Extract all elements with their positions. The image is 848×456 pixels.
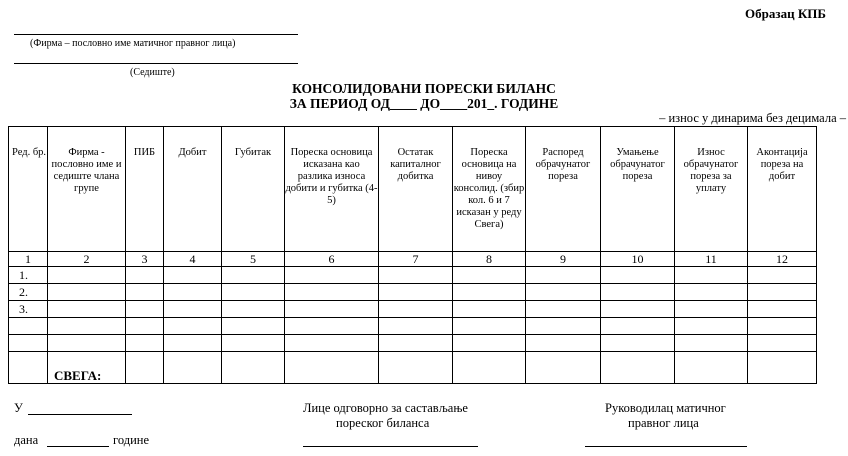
column-number: 5 bbox=[222, 252, 285, 267]
table-cell[interactable] bbox=[126, 284, 164, 301]
table-cell[interactable] bbox=[222, 267, 285, 284]
header-cell: Распоред обрачунатог пореза bbox=[526, 127, 601, 252]
column-number: 1 bbox=[9, 252, 48, 267]
table-cell[interactable] bbox=[526, 267, 601, 284]
table-cell[interactable] bbox=[601, 352, 675, 384]
table-cell[interactable] bbox=[126, 301, 164, 318]
seat-caption: (Седиште) bbox=[130, 67, 175, 78]
date-line[interactable] bbox=[47, 446, 109, 447]
responsible-person-label-2: пореског биланса bbox=[336, 416, 430, 430]
table-cell[interactable] bbox=[601, 318, 675, 335]
column-number: 11 bbox=[675, 252, 748, 267]
table-row bbox=[9, 284, 817, 301]
table-cell[interactable] bbox=[222, 284, 285, 301]
table-cell[interactable] bbox=[48, 284, 126, 301]
header-cell: Остатак капиталног добитка bbox=[379, 127, 453, 252]
seat-line bbox=[14, 63, 298, 64]
column-number: 6 bbox=[285, 252, 379, 267]
header-cell: Губитак bbox=[222, 127, 285, 252]
form-code: Образац КПБ bbox=[745, 6, 826, 21]
table-cell[interactable] bbox=[222, 301, 285, 318]
table-row bbox=[9, 267, 817, 284]
table-cell[interactable] bbox=[48, 301, 126, 318]
row-number: 2. bbox=[9, 284, 48, 301]
date-label: дана bbox=[14, 433, 39, 447]
column-number: 2 bbox=[48, 252, 126, 267]
company-caption: (Фирма – пословно име матичног правног лица) bbox=[30, 38, 236, 49]
table-cell[interactable] bbox=[601, 284, 675, 301]
year-label: године bbox=[113, 433, 149, 447]
column-number: 4 bbox=[164, 252, 222, 267]
responsible-signature-line[interactable] bbox=[303, 446, 478, 447]
header-cell: Умањење обрачунатог пореза bbox=[601, 127, 675, 252]
table-cell[interactable] bbox=[285, 335, 379, 352]
table-cell[interactable] bbox=[748, 284, 817, 301]
table-row bbox=[9, 318, 817, 335]
table-cell[interactable] bbox=[453, 267, 526, 284]
table-cell[interactable] bbox=[48, 318, 126, 335]
table-cell[interactable] bbox=[285, 284, 379, 301]
table-cell[interactable] bbox=[526, 335, 601, 352]
table-cell[interactable] bbox=[748, 352, 817, 384]
table-cell[interactable] bbox=[675, 267, 748, 284]
table-cell[interactable] bbox=[48, 335, 126, 352]
table-cell[interactable] bbox=[285, 301, 379, 318]
header-cell: ПИБ bbox=[126, 127, 164, 252]
table-cell[interactable] bbox=[222, 335, 285, 352]
column-number: 9 bbox=[526, 252, 601, 267]
table-row bbox=[9, 335, 817, 352]
table-cell[interactable] bbox=[748, 301, 817, 318]
table-cell[interactable] bbox=[526, 301, 601, 318]
table-cell[interactable] bbox=[675, 318, 748, 335]
table-cell[interactable] bbox=[126, 335, 164, 352]
place-label: У bbox=[14, 401, 23, 415]
row-number: 1. bbox=[9, 267, 48, 284]
row-number bbox=[9, 318, 48, 335]
table-cell[interactable] bbox=[48, 267, 126, 284]
table-cell[interactable] bbox=[601, 335, 675, 352]
company-name-line bbox=[14, 34, 298, 35]
header-cell: Пореска основица исказана као разлика износа добити и губитка (4-5) bbox=[285, 127, 379, 252]
table-cell[interactable] bbox=[379, 335, 453, 352]
table-cell[interactable] bbox=[164, 335, 222, 352]
table-cell[interactable] bbox=[379, 301, 453, 318]
table-cell[interactable] bbox=[379, 284, 453, 301]
total-label: СВЕГА: bbox=[48, 352, 126, 384]
table-cell[interactable] bbox=[453, 301, 526, 318]
column-number-row bbox=[9, 252, 817, 267]
title-line-2: ЗА ПЕРИОД ОД____ ДО____201_. ГОДИНЕ bbox=[289, 96, 559, 111]
director-label-1: Руководилац матичног bbox=[605, 401, 726, 415]
table-cell bbox=[9, 352, 48, 384]
header-cell: Износ обрачунатог пореза за уплату bbox=[675, 127, 748, 252]
table-cell[interactable] bbox=[126, 267, 164, 284]
table-cell[interactable] bbox=[222, 318, 285, 335]
table-row bbox=[9, 301, 817, 318]
table-cell[interactable] bbox=[222, 352, 285, 384]
table-cell[interactable] bbox=[126, 352, 164, 384]
total-row bbox=[9, 352, 817, 384]
row-number: 3. bbox=[9, 301, 48, 318]
table-cell[interactable] bbox=[126, 318, 164, 335]
table-cell[interactable] bbox=[526, 284, 601, 301]
table-cell[interactable] bbox=[526, 352, 601, 384]
table-cell[interactable] bbox=[748, 267, 817, 284]
director-label-2: правног лица bbox=[628, 416, 699, 430]
table-cell[interactable] bbox=[453, 284, 526, 301]
table-cell[interactable] bbox=[675, 301, 748, 318]
table-cell[interactable] bbox=[453, 335, 526, 352]
row-number bbox=[9, 335, 48, 352]
header-cell: Добит bbox=[164, 127, 222, 252]
header-cell: Фирма - пословно име и седиште члана групе bbox=[48, 127, 126, 252]
header-row bbox=[9, 127, 817, 252]
table-cell[interactable] bbox=[748, 318, 817, 335]
column-number: 12 bbox=[748, 252, 817, 267]
table-cell[interactable] bbox=[285, 318, 379, 335]
column-number: 8 bbox=[453, 252, 526, 267]
table-cell[interactable] bbox=[601, 301, 675, 318]
table-cell[interactable] bbox=[453, 352, 526, 384]
table-cell[interactable] bbox=[675, 352, 748, 384]
table-cell[interactable] bbox=[601, 267, 675, 284]
header-cell: Ред. бр. bbox=[9, 127, 48, 252]
column-number: 10 bbox=[601, 252, 675, 267]
table-cell[interactable] bbox=[526, 318, 601, 335]
place-line[interactable] bbox=[28, 414, 132, 415]
column-number: 3 bbox=[126, 252, 164, 267]
header-cell: Пореска основица на нивоу консолид. (збир кол. 6 и 7 исказан у реду Свега) bbox=[453, 127, 526, 252]
table-cell[interactable] bbox=[675, 284, 748, 301]
director-signature-line[interactable] bbox=[585, 446, 747, 447]
title-line-1: КОНСОЛИДОВАНИ ПОРЕСКИ БИЛАНС bbox=[292, 81, 556, 96]
table-cell[interactable] bbox=[164, 284, 222, 301]
table-cell[interactable] bbox=[379, 352, 453, 384]
column-number: 7 bbox=[379, 252, 453, 267]
amount-note: – износ у динарима без децимала – bbox=[659, 111, 846, 125]
table-cell[interactable] bbox=[164, 318, 222, 335]
table-cell[interactable] bbox=[285, 352, 379, 384]
table-cell[interactable] bbox=[285, 267, 379, 284]
balance-table bbox=[8, 126, 817, 384]
table-cell[interactable] bbox=[164, 267, 222, 284]
table-cell[interactable] bbox=[379, 267, 453, 284]
table-cell[interactable] bbox=[748, 335, 817, 352]
responsible-person-label-1: Лице одговорно за састављање bbox=[303, 401, 468, 415]
table-cell[interactable] bbox=[164, 301, 222, 318]
table-cell[interactable] bbox=[453, 318, 526, 335]
table-cell[interactable] bbox=[379, 318, 453, 335]
header-cell: Аконтација пореза на добит bbox=[748, 127, 817, 252]
table-cell[interactable] bbox=[675, 335, 748, 352]
table-cell[interactable] bbox=[164, 352, 222, 384]
